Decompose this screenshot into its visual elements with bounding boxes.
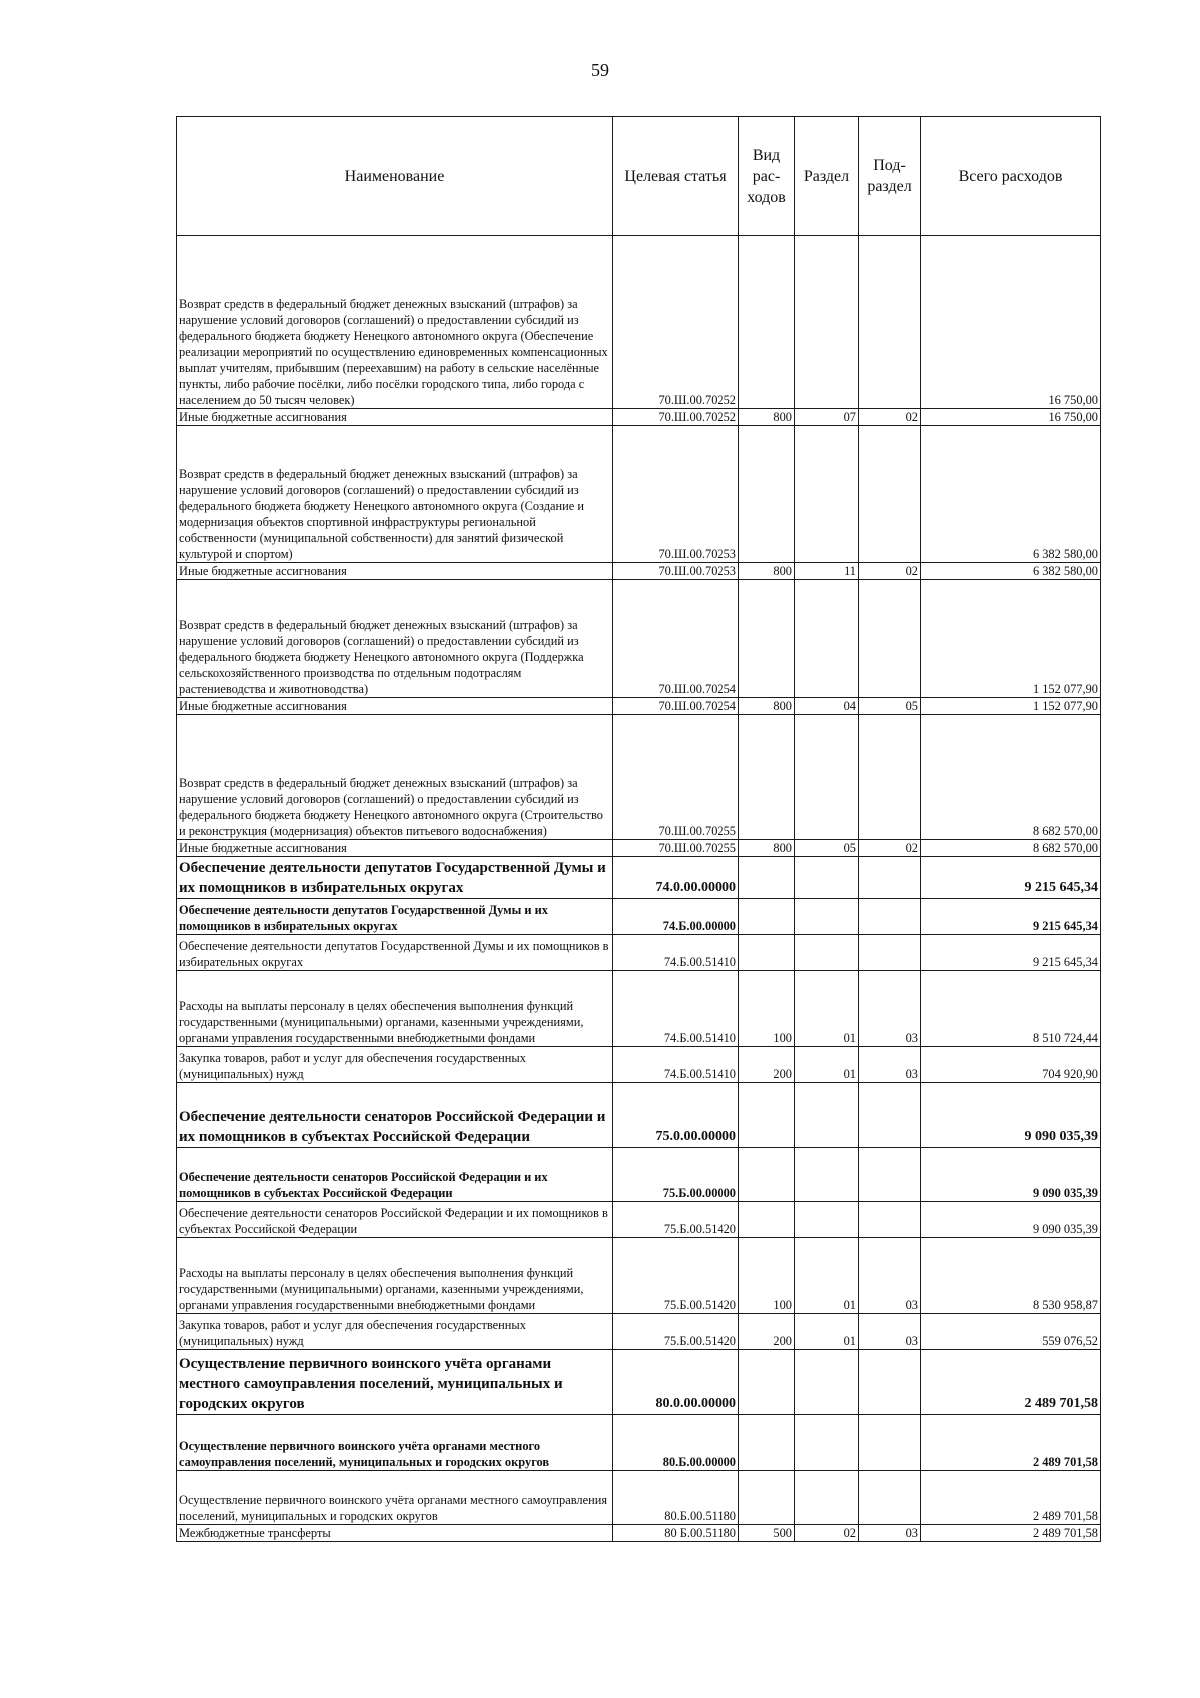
row-section [795,1148,859,1202]
header-total-expenses: Всего расходов [921,117,1101,236]
row-subsection [859,1350,921,1415]
table-row [177,580,1101,698]
row-section [795,426,859,563]
row-target-article: 74.0.00.00000 [613,857,739,899]
table-row [177,840,1101,857]
row-name: Обеспечение деятельности сенаторов Российской Федерации и их помощников в субъектах Российской Федерации [177,1083,613,1148]
header-subsection: Под-раздел [859,117,921,236]
row-section: 07 [795,409,859,426]
row-target-article: 70.Ш.00.70252 [613,236,739,409]
row-total: 1 152 077,90 [921,698,1101,715]
row-total: 2 489 701,58 [921,1415,1101,1471]
row-section [795,580,859,698]
table-row-program [177,1083,1101,1148]
row-section: 01 [795,1314,859,1350]
table-row [177,715,1101,840]
table-row [177,698,1101,715]
row-name: Расходы на выплаты персоналу в целях обеспечения выполнения функций государственными (муниципальными) органами, казенными учреждениями, органами управления государственными внебюджетными фондами [177,1238,613,1314]
row-target-article: 74.Б.00.51410 [613,971,739,1047]
table-row [177,935,1101,971]
row-name: Иные бюджетные ассигнования [177,409,613,426]
row-subsection: 05 [859,698,921,715]
row-target-article: 80.Б.00.00000 [613,1415,739,1471]
row-total: 16 750,00 [921,409,1101,426]
row-section [795,857,859,899]
row-subsection: 03 [859,1238,921,1314]
row-expense-type: 100 [739,971,795,1047]
row-name: Осуществление первичного воинского учёта органами местного самоуправления поселений, муниципальных и городских округов [177,1471,613,1525]
row-subsection [859,899,921,935]
row-total: 2 489 701,58 [921,1471,1101,1525]
table-row-subprogram [177,1148,1101,1202]
row-section: 01 [795,1238,859,1314]
row-section [795,715,859,840]
row-target-article: 70.Ш.00.70253 [613,563,739,580]
table-row [177,1471,1101,1525]
table-row [177,1202,1101,1238]
row-total: 6 382 580,00 [921,563,1101,580]
row-total: 9 215 645,34 [921,899,1101,935]
row-target-article: 75.Б.00.51420 [613,1238,739,1314]
row-subsection [859,1148,921,1202]
row-total: 2 489 701,58 [921,1525,1101,1542]
table-row-program [177,1350,1101,1415]
row-subsection: 02 [859,563,921,580]
row-name: Расходы на выплаты персоналу в целях обеспечения выполнения функций государственными (муниципальными) органами, казенными учреждениями, органами управления государственными внебюджетными фондами [177,971,613,1047]
table-row [177,1525,1101,1542]
row-section [795,935,859,971]
row-target-article: 70.Ш.00.70252 [613,409,739,426]
row-total: 9 090 035,39 [921,1148,1101,1202]
row-name: Межбюджетные трансферты [177,1525,613,1542]
row-name: Обеспечение деятельности сенаторов Российской Федерации и их помощников в субъектах Российской Федерации [177,1202,613,1238]
row-total: 6 382 580,00 [921,426,1101,563]
table-row-subprogram [177,899,1101,935]
row-target-article: 70.Ш.00.70255 [613,840,739,857]
row-target-article: 70.Ш.00.70254 [613,580,739,698]
row-subsection [859,1471,921,1525]
row-expense-type [739,1202,795,1238]
table-row [177,409,1101,426]
row-total: 9 215 645,34 [921,857,1101,899]
row-expense-type [739,715,795,840]
row-expense-type: 500 [739,1525,795,1542]
row-subsection [859,1202,921,1238]
row-expense-type [739,899,795,935]
table-row [177,1238,1101,1314]
row-subsection [859,715,921,840]
row-name: Осуществление первичного воинского учёта органами местного самоуправления поселений, муниципальных и городских округов [177,1350,613,1415]
page-number: 59 [591,60,609,80]
row-section: 05 [795,840,859,857]
row-target-article: 75.Б.00.51420 [613,1202,739,1238]
row-expense-type [739,1083,795,1148]
row-target-article: 75.Б.00.00000 [613,1148,739,1202]
row-section [795,1083,859,1148]
header-expense-type: Вид рас-ходов [739,117,795,236]
row-expense-type: 200 [739,1047,795,1083]
table-row [177,426,1101,563]
header-name: Наименование [177,117,613,236]
table-header-row [177,117,1101,236]
row-expense-type: 800 [739,409,795,426]
row-subsection: 02 [859,840,921,857]
row-target-article: 70.Ш.00.70255 [613,715,739,840]
row-expense-type: 800 [739,698,795,715]
row-total: 8 510 724,44 [921,971,1101,1047]
row-expense-type: 800 [739,840,795,857]
row-subsection [859,1083,921,1148]
row-section: 02 [795,1525,859,1542]
row-target-article: 74.Б.00.51410 [613,1047,739,1083]
row-expense-type [739,1415,795,1471]
row-total: 8 682 570,00 [921,840,1101,857]
row-expense-type [739,236,795,409]
row-subsection: 03 [859,1314,921,1350]
row-total: 704 920,90 [921,1047,1101,1083]
row-name: Иные бюджетные ассигнования [177,840,613,857]
row-section: 01 [795,1047,859,1083]
row-name: Возврат средств в федеральный бюджет денежных взысканий (штрафов) за нарушение условий договоров (соглашений) о предоставлении субсидий из федерального бюджета бюджету Ненецкого автономного округа (Создание и модернизация объектов спортивной инфраструктуры региональной собственности (муниципальной собственности) для занятий физической культурой и спортом) [177,426,613,563]
table-row-subprogram [177,1415,1101,1471]
row-section: 11 [795,563,859,580]
row-name: Обеспечение деятельности депутатов Государственной Думы и их помощников в избирательных округах [177,935,613,971]
row-subsection: 03 [859,1047,921,1083]
row-expense-type: 200 [739,1314,795,1350]
row-expense-type: 800 [739,563,795,580]
row-total: 9 090 035,39 [921,1202,1101,1238]
row-target-article: 70.Ш.00.70253 [613,426,739,563]
row-expense-type [739,1471,795,1525]
row-total: 9 215 645,34 [921,935,1101,971]
row-name: Закупка товаров, работ и услуг для обеспечения государственных (муниципальных) нужд [177,1314,613,1350]
row-total: 559 076,52 [921,1314,1101,1350]
row-section: 04 [795,698,859,715]
row-section [795,899,859,935]
row-total: 2 489 701,58 [921,1350,1101,1415]
row-expense-type [739,935,795,971]
budget-table [176,116,1101,1542]
row-total: 8 530 958,87 [921,1238,1101,1314]
table-row [177,971,1101,1047]
row-expense-type: 100 [739,1238,795,1314]
row-subsection [859,857,921,899]
table-row [177,1314,1101,1350]
row-expense-type [739,426,795,563]
row-target-article: 80.Б.00.51180 [613,1471,739,1525]
row-section: 01 [795,971,859,1047]
row-target-article: 75.0.00.00000 [613,1083,739,1148]
row-target-article: 70.Ш.00.70254 [613,698,739,715]
row-subsection [859,236,921,409]
row-subsection: 02 [859,409,921,426]
row-target-article: 75.Б.00.51420 [613,1314,739,1350]
row-section [795,1415,859,1471]
row-target-article: 80.0.00.00000 [613,1350,739,1415]
row-name: Возврат средств в федеральный бюджет денежных взысканий (штрафов) за нарушение условий договоров (соглашений) о предоставлении субсидий из федерального бюджета бюджету Ненецкого автономного округа (Поддержка сельскохозяйственного производства по отдельным подотраслям растениеводства и животноводства) [177,580,613,698]
row-expense-type [739,1350,795,1415]
table-row [177,1047,1101,1083]
row-target-article: 80 Б.00.51180 [613,1525,739,1542]
row-total: 1 152 077,90 [921,580,1101,698]
row-section [795,1471,859,1525]
row-name: Обеспечение деятельности депутатов Государственной Думы и их помощников в избирательных округах [177,899,613,935]
row-subsection [859,935,921,971]
row-section [795,236,859,409]
row-name: Обеспечение деятельности сенаторов Российской Федерации и их помощников в субъектах Российской Федерации [177,1148,613,1202]
row-expense-type [739,1148,795,1202]
table-row [177,236,1101,409]
row-target-article: 74.Б.00.00000 [613,899,739,935]
row-name: Осуществление первичного воинского учёта органами местного самоуправления поселений, муниципальных и городских округов [177,1415,613,1471]
row-name: Возврат средств в федеральный бюджет денежных взысканий (штрафов) за нарушение условий договоров (соглашений) о предоставлении субсидий из федерального бюджета бюджету Ненецкого автономного округа (Обеспечение реализации мероприятий по осуществлению единовременных компенсационных выплат учителям, прибывшим (переехавшим) на работу в сельские населённые пункты, либо рабочие посёлки, либо посёлки городского типа, либо города с населением до 50 тысяч человек) [177,236,613,409]
table-row-program [177,857,1101,899]
row-section [795,1350,859,1415]
row-name: Закупка товаров, работ и услуг для обеспечения государственных (муниципальных) нужд [177,1047,613,1083]
row-expense-type [739,857,795,899]
row-total: 9 090 035,39 [921,1083,1101,1148]
header-target-article: Целевая статья [613,117,739,236]
row-subsection [859,580,921,698]
row-name: Возврат средств в федеральный бюджет денежных взысканий (штрафов) за нарушение условий договоров (соглашений) о предоставлении субсидий из федерального бюджета бюджету Ненецкого автономного округа (Строительство и реконструкция (модернизация) объектов питьевого водоснабжения) [177,715,613,840]
row-total: 8 682 570,00 [921,715,1101,840]
row-name: Обеспечение деятельности депутатов Государственной Думы и их помощников в избирательных округах [177,857,613,899]
row-subsection: 03 [859,1525,921,1542]
header-section: Раздел [795,117,859,236]
row-subsection [859,426,921,563]
row-subsection [859,1415,921,1471]
row-target-article: 74.Б.00.51410 [613,935,739,971]
row-name: Иные бюджетные ассигнования [177,698,613,715]
row-total: 16 750,00 [921,236,1101,409]
row-expense-type [739,580,795,698]
row-section [795,1202,859,1238]
table-row [177,563,1101,580]
row-subsection: 03 [859,971,921,1047]
row-name: Иные бюджетные ассигнования [177,563,613,580]
